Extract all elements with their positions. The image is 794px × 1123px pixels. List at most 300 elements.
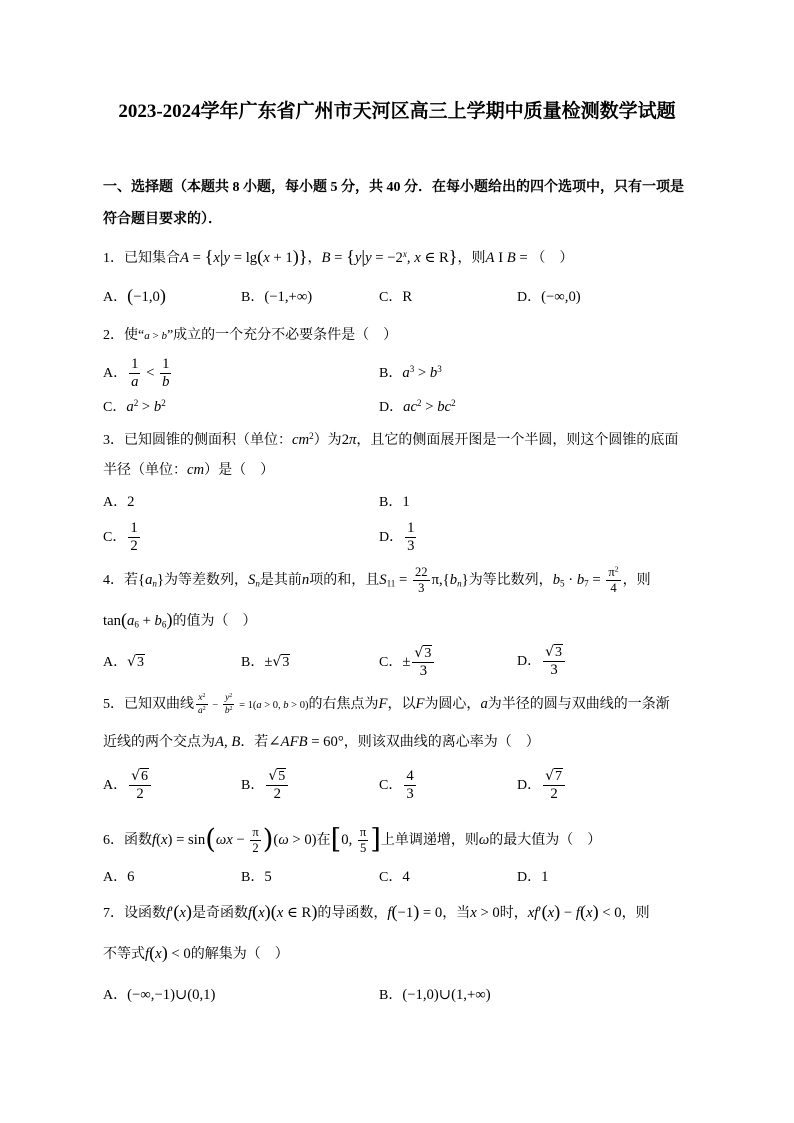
math-variable: a: [198, 706, 203, 717]
question-3-option-b: [379, 482, 410, 522]
question-5-option-d: [517, 766, 567, 806]
fraction-denominator: [543, 661, 565, 679]
option-content: [126, 520, 141, 555]
option-content: [402, 290, 412, 305]
section-heading-line-2: 符合题目要求的）．: [103, 212, 222, 227]
math-variable: ω: [478, 832, 490, 848]
delimiter: (: [173, 901, 180, 922]
math-variable: b: [161, 330, 167, 342]
option-content: [127, 768, 153, 803]
fraction-numerator: [543, 644, 565, 661]
question-1-option-c: [379, 277, 412, 317]
superscript: 2: [202, 693, 206, 700]
fraction-denominator: [129, 785, 151, 803]
math-expression: ±: [402, 654, 411, 670]
option-content: [402, 870, 409, 885]
math-expression: −1: [397, 905, 414, 921]
math-variable: A: [485, 250, 495, 266]
exam-title: 2023-2024学年广东省广州市天河区高三上学期中质量检测数学试题: [118, 101, 676, 122]
subscript: 5: [560, 578, 565, 589]
delimiter: ): [311, 901, 318, 922]
math-expression: }: [156, 572, 165, 588]
math-variable: b: [576, 572, 585, 588]
math-expression: ∠: [268, 734, 281, 750]
fraction: [606, 565, 620, 596]
fraction-denominator: [223, 704, 235, 717]
option-label: B．: [241, 655, 265, 670]
option-label: A．: [103, 778, 128, 793]
option-label: A．: [103, 495, 128, 510]
fraction: [129, 768, 151, 803]
option-label: A．: [103, 290, 128, 305]
fraction-numerator: [358, 825, 368, 840]
math-variable: a: [145, 572, 153, 588]
question-6-option-b: [241, 857, 272, 897]
option-label: B．: [379, 988, 403, 1003]
math-expression: ∈ R: [283, 905, 312, 921]
option-label: D．: [517, 870, 542, 885]
delimiter: ): [159, 285, 166, 306]
math-variable: x: [276, 905, 284, 921]
math-expression: <: [142, 365, 159, 381]
question-4-stem-line-1: [103, 560, 651, 600]
math-variable: B: [506, 250, 516, 266]
superscript: 3: [437, 364, 442, 374]
square-root: [127, 655, 145, 670]
text-run: 为等差数列，: [164, 573, 249, 588]
math-expression: +: [138, 613, 155, 629]
delimiter: ): [592, 901, 599, 922]
math-variable: ωx: [215, 832, 233, 848]
section-heading-line-1: 一、选择题（本题共 8 小题，每小题 5 分，共 40 分．在每小题给出的四个选项中，只有一项是: [103, 180, 684, 195]
math-expression: tan: [103, 613, 121, 629]
superscript: 2: [614, 565, 619, 575]
math-variable: a: [131, 374, 139, 391]
text-run: 1．已知集合: [103, 251, 180, 266]
fraction-numerator: [160, 356, 171, 373]
question-3-option-a: [103, 482, 134, 522]
option-label: C．: [379, 655, 403, 670]
subscript: n: [152, 578, 157, 589]
option-label: B．: [379, 366, 403, 381]
radicand: 7: [555, 769, 563, 785]
math-expression: 3: [406, 786, 414, 803]
superscript: x: [402, 249, 407, 259]
math-variable: F: [378, 696, 388, 712]
math-variable: f: [166, 905, 171, 921]
fraction: [196, 692, 208, 717]
text-run: 4．若: [103, 573, 138, 588]
option-content: [403, 400, 455, 415]
math-variable: x: [263, 250, 270, 266]
question-7-option-b: [379, 975, 491, 1015]
fraction-denominator: [250, 840, 260, 856]
math-variable: B: [321, 250, 331, 266]
fraction-numerator: [266, 768, 288, 785]
question-5-option-b: [241, 766, 290, 806]
subscript: 6: [161, 619, 167, 630]
option-content: [264, 290, 312, 305]
square-root: [545, 769, 563, 784]
delimiter: {: [204, 246, 214, 267]
math-variable: cm: [187, 462, 205, 478]
math-expression: 3: [419, 663, 428, 680]
math-variable: f: [247, 905, 253, 921]
math-expression: < 0: [598, 905, 622, 921]
text-run: 在: [316, 833, 331, 848]
text-run: 的最大值为（ ）: [489, 833, 602, 848]
math-expression: π,{: [431, 572, 450, 588]
text-run: 6．函数: [103, 833, 152, 848]
math-expression: π: [359, 825, 367, 840]
text-run: 7．设函数: [103, 906, 166, 921]
fraction-denominator: [543, 785, 565, 803]
math-expression: ·: [564, 572, 577, 588]
option-content: [127, 870, 134, 885]
square-root: [414, 646, 432, 661]
radical-sign: √: [414, 645, 424, 662]
math-variable: b: [224, 706, 230, 717]
fraction-denominator: [405, 537, 416, 555]
delimiter: (: [391, 901, 398, 922]
delimiter: (: [579, 901, 587, 922]
math-expression: 4: [402, 869, 410, 885]
math-expression: −: [209, 700, 221, 711]
square-root: [272, 655, 290, 670]
question-6-option-d: [517, 857, 548, 897]
radicand: 6: [141, 769, 149, 785]
math-expression: 1: [131, 356, 139, 373]
option-label: C．: [379, 778, 403, 793]
math-expression: (: [273, 832, 279, 848]
text-run: 时，: [499, 906, 528, 921]
math-variable: x: [161, 832, 168, 848]
fraction-numerator: [543, 768, 565, 785]
fraction-denominator: [606, 580, 620, 596]
option-label: D．: [517, 778, 542, 793]
text-run: （ ）: [531, 251, 574, 266]
text-run: ，则该双曲线的离心率为（ ）: [343, 735, 540, 750]
math-variable: b: [429, 365, 438, 381]
option-content: [541, 644, 567, 679]
math-expression: 2: [136, 786, 144, 803]
fraction-numerator: [129, 356, 140, 373]
fraction-denominator: [404, 785, 415, 803]
option-content: [402, 645, 436, 680]
question-5-stem-line-2: [103, 722, 540, 762]
text-run: ）为: [313, 433, 342, 448]
math-expression: 3: [418, 581, 425, 596]
math-expression: 1: [402, 494, 410, 510]
math-variable: a: [144, 330, 150, 342]
delimiter: |: [219, 246, 224, 267]
text-run: 为半径的圆与双曲线的一条渐: [487, 697, 670, 712]
math-variable: x: [155, 946, 162, 962]
text-run: ．若: [240, 735, 269, 750]
fraction-denominator: [266, 785, 288, 803]
question-1-option-b: [241, 277, 312, 317]
math-variable: x: [258, 905, 265, 921]
option-content: [403, 520, 418, 555]
subscript: n: [255, 578, 260, 589]
math-expression: (−1,+∞): [264, 289, 313, 305]
question-4-option-c: [379, 642, 436, 682]
text-run: 是其前: [259, 573, 302, 588]
math-expression: > 0): [288, 832, 317, 848]
math-expression: 5: [264, 869, 272, 885]
math-expression: = −2: [371, 250, 403, 266]
fraction: [358, 825, 368, 856]
delimiter: (: [270, 901, 277, 922]
text-run: ，: [307, 251, 322, 266]
math-variable: y: [365, 250, 372, 266]
math-variable: a: [480, 696, 488, 712]
math-expression: ±: [264, 654, 273, 670]
math-variable: xf: [527, 905, 539, 921]
delimiter: }: [448, 246, 458, 267]
radicand: 3: [424, 646, 432, 662]
text-run: 是奇函数: [191, 906, 248, 921]
radical-sign: √: [268, 768, 278, 785]
math-expression: 1: [130, 520, 138, 537]
math-expression: 2: [127, 494, 135, 510]
math-variable: a: [402, 365, 410, 381]
math-expression: =: [188, 250, 205, 266]
math-expression: 3: [407, 538, 415, 555]
math-expression: 22: [415, 565, 428, 580]
text-run: 5．已知双曲线: [103, 697, 194, 712]
math-variable: x: [213, 250, 220, 266]
question-5-option-a: [103, 766, 153, 806]
option-content: [402, 768, 417, 803]
math-expression: 1: [162, 356, 170, 373]
superscript: 2: [161, 398, 166, 408]
math-expression: I: [494, 250, 507, 266]
text-run: 项的和，且: [309, 573, 380, 588]
math-expression: = lg: [230, 250, 258, 266]
question-7-stem-line-1: [103, 893, 650, 933]
superscript: 2: [417, 398, 422, 408]
fraction: [405, 520, 416, 555]
option-content: [541, 768, 567, 803]
option-content: [127, 495, 134, 510]
math-expression: 4: [406, 768, 414, 785]
option-content: [264, 870, 271, 885]
fraction: [413, 565, 430, 596]
superscript: 3: [409, 364, 415, 374]
text-run: ，则: [457, 251, 486, 266]
option-label: D．: [517, 290, 542, 305]
math-expression: (−∞,−1)∪(0,1): [127, 987, 216, 1003]
text-run: 不等式: [103, 947, 145, 962]
math-expression: {: [138, 572, 146, 588]
math-expression: >: [149, 330, 162, 342]
math-expression: =: [588, 572, 605, 588]
question-5-option-c: [379, 766, 418, 806]
math-variable: S: [248, 572, 256, 588]
math-expression: ∈ R: [420, 250, 449, 266]
question-4-option-b: [241, 642, 290, 682]
delimiter: ): [292, 246, 299, 267]
superscript: 2: [229, 693, 233, 700]
math-expression: > 0,: [261, 700, 284, 711]
tall-delimiter: (: [205, 823, 216, 855]
delimiter: (: [257, 246, 264, 267]
delimiter: ): [161, 942, 168, 963]
math-variable: y: [223, 250, 231, 266]
math-expression: >: [421, 399, 438, 415]
math-variable: x: [547, 905, 555, 921]
math-expression: 4: [610, 581, 617, 596]
delimiter: (: [149, 942, 156, 963]
question-5-stem-line-1: [103, 684, 670, 724]
math-variable: B: [231, 734, 241, 750]
math-variable: f: [152, 832, 157, 848]
option-content: [127, 356, 173, 391]
text-run: 半径（单位：: [103, 463, 187, 478]
math-variable: n: [301, 572, 310, 588]
subscript: 7: [584, 578, 589, 589]
math-variable: x: [586, 905, 593, 921]
delimiter: }: [298, 246, 308, 267]
math-expression: 2: [130, 538, 138, 555]
option-label: A．: [103, 655, 128, 670]
radicand: 3: [282, 655, 290, 670]
math-expression: 0,: [341, 832, 356, 848]
option-content: [541, 870, 548, 885]
math-expression: −: [560, 905, 576, 921]
math-variable: f: [575, 905, 580, 921]
option-label: A．: [103, 988, 128, 1003]
fraction-numerator: [196, 692, 208, 704]
option-content: [541, 290, 581, 305]
math-expression: 2: [550, 786, 558, 803]
math-variable: ac: [403, 399, 417, 415]
text-run: ，且它的侧面展开图是一个半圆，则这个圆锥的底面: [356, 433, 679, 448]
option-label: A．: [103, 366, 128, 381]
fraction-numerator: [405, 520, 416, 537]
question-3-option-d: [379, 518, 418, 558]
delimiter: {: [346, 246, 355, 267]
fraction: [543, 768, 565, 803]
text-run: 3．已知圆锥的侧面积（单位：: [103, 433, 292, 448]
delimiter: (: [120, 609, 128, 630]
fraction: [404, 768, 415, 803]
fraction: [223, 692, 235, 717]
tall-delimiter: ]: [370, 823, 381, 855]
math-variable: π: [349, 432, 357, 448]
math-variable: f: [145, 946, 150, 962]
subscript: n: [457, 578, 462, 589]
math-variable: ω: [278, 832, 289, 848]
text-run: ”成立的一个充分不必要条件是（ ）: [166, 328, 398, 343]
option-content: [127, 655, 145, 670]
superscript: 2: [202, 706, 206, 713]
math-variable: AFB: [280, 734, 308, 750]
fraction-denominator: [413, 580, 430, 596]
question-4-option-a: [103, 642, 145, 682]
math-expression: π: [252, 825, 259, 840]
math-expression: > 0: [476, 905, 500, 921]
text-run: ，则: [621, 906, 650, 921]
option-label: A．: [103, 870, 128, 885]
option-content: [402, 366, 441, 381]
superscript: 2: [229, 706, 233, 713]
delimiter: ): [166, 609, 173, 630]
math-variable: A: [215, 734, 224, 750]
math-expression: π: [608, 565, 615, 580]
math-expression: 2: [252, 841, 259, 856]
math-expression: }: [461, 572, 469, 588]
delimiter: ): [264, 901, 271, 922]
math-expression: 1: [541, 869, 549, 885]
math-expression: 2: [341, 432, 350, 448]
math-expression: −1,0: [133, 289, 160, 305]
math-expression: ′: [538, 905, 542, 921]
square-root: [268, 769, 286, 784]
math-expression: =: [330, 250, 347, 266]
delimiter: ): [413, 901, 420, 922]
option-label: C．: [379, 290, 403, 305]
radical-sign: √: [272, 654, 282, 670]
fraction: [543, 644, 565, 679]
text-run: ，当: [442, 906, 471, 921]
subscript: 11: [386, 578, 396, 589]
math-expression: ′: [170, 905, 174, 921]
question-2-stem: [103, 316, 397, 356]
math-variable: F: [415, 696, 425, 712]
math-variable: b: [162, 374, 170, 391]
math-expression: + 1: [269, 250, 293, 266]
text-run: ）是（ ）: [204, 463, 275, 478]
math-expression: > 0): [288, 700, 309, 711]
math-variable: b: [283, 700, 289, 711]
option-label: C．: [103, 530, 127, 545]
math-variable: A: [180, 250, 189, 266]
math-expression: ,: [406, 250, 415, 266]
math-variable: a: [126, 399, 134, 415]
math-expression: = 0: [419, 905, 443, 921]
question-4-option-d: [517, 642, 567, 682]
question-1-option-d: [517, 277, 581, 317]
fraction-numerator: [606, 565, 620, 580]
text-run: 的解集为（ ）: [190, 947, 289, 962]
option-label: D．: [517, 654, 542, 669]
math-variable: b: [154, 613, 162, 629]
fraction: [128, 520, 139, 555]
math-variable: S: [379, 572, 387, 588]
option-content: [126, 400, 165, 415]
question-4-stem-line-2: [103, 601, 257, 641]
option-label: B．: [241, 870, 265, 885]
tall-delimiter: [: [330, 823, 342, 855]
text-run: 的右焦点为: [308, 697, 379, 712]
math-variable: a: [256, 700, 262, 711]
question-3-option-c: [103, 518, 142, 558]
math-variable: y: [225, 693, 230, 704]
math-expression: 3: [550, 662, 558, 679]
math-expression: ,: [223, 734, 232, 750]
text-run: 2．使“: [103, 328, 145, 343]
option-label: C．: [379, 870, 403, 885]
math-expression: 6: [127, 869, 135, 885]
question-7-stem-line-2: [103, 934, 289, 974]
option-label: D．: [379, 530, 404, 545]
math-expression: =: [515, 250, 532, 266]
tall-delimiter: ): [262, 823, 274, 855]
fraction: [250, 825, 260, 856]
fraction-numerator: [129, 768, 151, 785]
